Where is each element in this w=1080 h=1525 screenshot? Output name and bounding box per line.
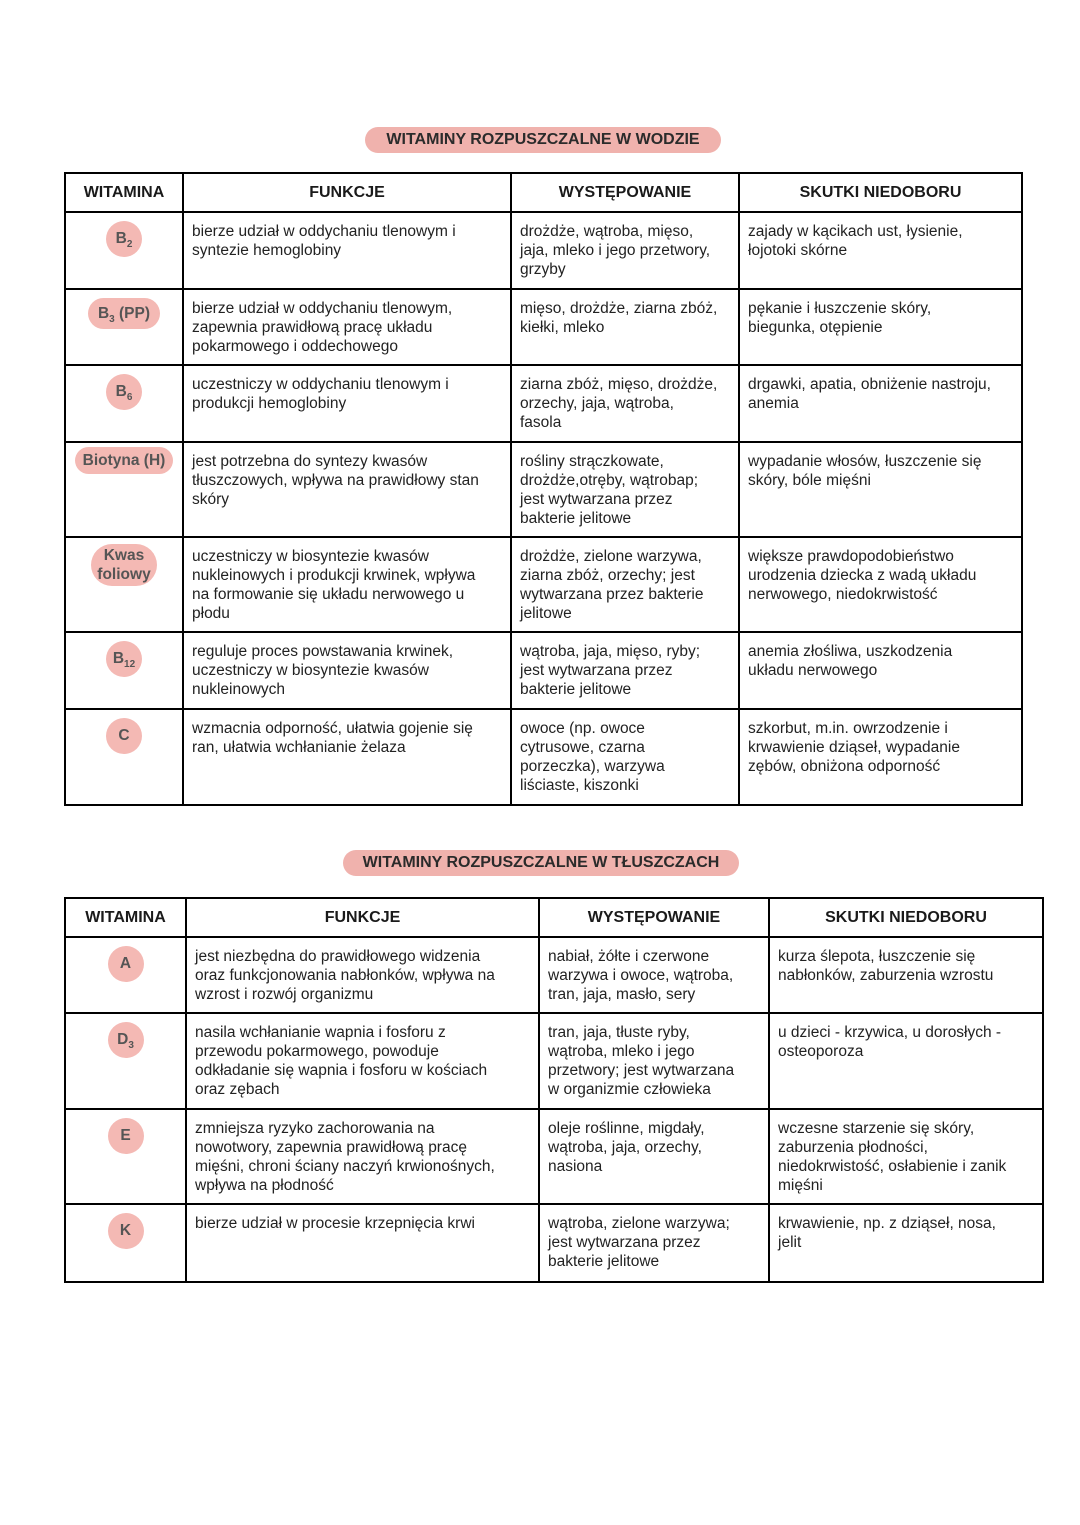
deficiency-cell: kurza ślepota, łuszczenie się nabłonków, zaburzenia wzrostu [769,937,1043,1013]
functions-cell: jest potrzebna do syntezy kwasów tłuszczowych, wpływa na prawidłowy stan skóry [183,442,511,537]
functions-cell: zmniejsza ryzyko zachorowania na nowotwory, zapewnia prawidłową pracę mięśni, chroni ściany naczyń krwionośnych, wpływa na płodność [186,1109,539,1204]
functions-cell: bierze udział w oddychaniu tlenowym, zapewnia prawidłową pracę układu pokarmowego i oddechowego [183,289,511,365]
section-title-fat-soluble: WITAMINY ROZPUSZCZALNE W TŁUSZCZACH [343,850,739,876]
vitamin-badge-b12: $B_{12}$ [106,641,142,677]
vitamin-cell [65,442,183,537]
functions-cell: uczestniczy w oddychaniu tlenowym i produkcji hemoglobiny [183,365,511,442]
table-row [65,442,1022,537]
occurrence-cell: wątroba, jaja, mięso, ryby; jest wytwarzana przez bakterie jelitowe [511,632,739,709]
column-header-functions: FUNKCJE [186,898,539,937]
occurrence-cell: owoce (np. owoce cytrusowe, czarna porzeczka), warzywa liściaste, kiszonki [511,709,739,805]
table-row [65,365,1022,442]
functions-cell: nasila wchłanianie wapnia i fosforu z przewodu pokarmowego, powoduje odkładanie się wapnia i fosforu w kościach oraz zębach [186,1013,539,1109]
deficiency-cell: u dzieci - krzywica, u dorosłych - osteoporoza [769,1013,1043,1109]
table-header-row [65,898,1043,937]
column-header-vitamin: WITAMINA [65,898,186,937]
table-row [65,1204,1043,1282]
functions-cell: jest niezbędna do prawidłowego widzenia oraz funkcjonowania nabłonków, wpływa na wzrost i rozwój organizmu [186,937,539,1013]
vitamin-badge-e: E [108,1118,144,1154]
deficiency-cell: anemia złośliwa, uszkodzenia układu nerwowego [739,632,1022,709]
table-row [65,632,1022,709]
vitamin-badge-biotin: Biotyna (H) [75,447,174,474]
fat-soluble-vitamins-table [64,897,1044,1283]
functions-cell: bierze udział w procesie krzepnięcia krwi [186,1204,539,1282]
vitamin-cell [65,632,183,709]
table-row [65,709,1022,805]
table-row [65,212,1022,289]
table-row [65,1109,1043,1204]
deficiency-cell: większe prawdopodobieństwo urodzenia dziecka z wadą układu nerwowego, niedokrwistość [739,537,1022,632]
deficiency-cell: wczesne starzenie się skóry, zaburzenia płodności, niedokrwistość, osłabienie i zanik mięśni [769,1109,1043,1204]
occurrence-cell: ziarna zbóż, mięso, drożdże, orzechy, jaja, wątroba, fasola [511,365,739,442]
vitamin-cell [65,212,183,289]
vitamin-cell [65,709,183,805]
deficiency-cell: szkorbut, m.in. owrzodzenie i krwawienie dziąseł, wypadanie zębów, obniżona odporność [739,709,1022,805]
occurrence-cell: drożdże, wątroba, mięso, jaja, mleko i jego przetwory, grzyby [511,212,739,289]
table-row [65,289,1022,365]
column-header-deficiency: SKUTKI NIEDOBORU [769,898,1043,937]
functions-cell: bierze udział w oddychaniu tlenowym i syntezie hemoglobiny [183,212,511,289]
column-header-occurrence: WYSTĘPOWANIE [511,173,739,212]
vitamin-cell [65,1013,186,1109]
vitamin-cell [65,365,183,442]
deficiency-cell: wypadanie włosów, łuszczenie się skóry, bóle mięśni [739,442,1022,537]
table-row [65,937,1043,1013]
functions-cell: uczestniczy w biosyntezie kwasów nukleinowych i produkcji krwinek, wpływa na formowanie się układu nerwowego u płodu [183,537,511,632]
vitamin-cell [65,289,183,365]
occurrence-cell: nabiał, żółte i czerwone warzywa i owoce, wątroba, tran, jaja, masło, sery [539,937,769,1013]
vitamin-badge-c: C [106,718,142,754]
table-row [65,537,1022,632]
occurrence-cell: drożdże, zielone warzywa, ziarna zbóż, orzechy; jest wytwarzana przez bakterie jelitowe [511,537,739,632]
column-header-deficiency: SKUTKI NIEDOBORU [739,173,1022,212]
vitamin-badge-k: K [108,1213,144,1249]
section-title-water-soluble: WITAMINY ROZPUSZCZALNE W WODZIE [365,127,721,153]
column-header-vitamin: WITAMINA [65,173,183,212]
vitamin-badge-a: A [108,946,144,982]
table-row [65,1013,1043,1109]
deficiency-cell: pękanie i łuszczenie skóry, biegunka, otępienie [739,289,1022,365]
vitamin-cell [65,537,183,632]
deficiency-cell: drgawki, apatia, obniżenie nastroju, anemia [739,365,1022,442]
vitamin-badge-d3: $D_3$ [108,1022,144,1058]
vitamin-badge-b6: $B_6$ [106,374,142,410]
occurrence-cell: tran, jaja, tłuste ryby, wątroba, mleko i jego przetwory; jest wytwarzana w organizmie człowieka [539,1013,769,1109]
deficiency-cell: krwawienie, np. z dziąseł, nosa, jelit [769,1204,1043,1282]
occurrence-cell: wątroba, zielone warzywa; jest wytwarzana przez bakterie jelitowe [539,1204,769,1282]
occurrence-cell: oleje roślinne, migdały, wątroba, jaja, orzechy, nasiona [539,1109,769,1204]
column-header-functions: FUNKCJE [183,173,511,212]
functions-cell: reguluje proces powstawania krwinek, uczestniczy w biosyntezie kwasów nukleinowych [183,632,511,709]
vitamin-cell [65,1109,186,1204]
vitamin-badge-folic-acid: Kwas foliowy [91,544,156,586]
vitamin-cell [65,937,186,1013]
occurrence-cell: rośliny strączkowate, drożdże,otręby, wątrobap; jest wytwarzana przez bakterie jelitowe [511,442,739,537]
vitamin-badge-b3-pp: $B_3$ (PP) [88,298,160,329]
table-header-row [65,173,1022,212]
water-soluble-vitamins-table [64,172,1023,806]
occurrence-cell: mięso, drożdże, ziarna zbóż, kiełki, mleko [511,289,739,365]
deficiency-cell: zajady w kącikach ust, łysienie, łojotoki skórne [739,212,1022,289]
vitamin-cell [65,1204,186,1282]
vitamin-badge-b2: $B_2$ [106,221,142,257]
functions-cell: wzmacnia odporność, ułatwia gojenie się ran, ułatwia wchłanianie żelaza [183,709,511,805]
column-header-occurrence: WYSTĘPOWANIE [539,898,769,937]
